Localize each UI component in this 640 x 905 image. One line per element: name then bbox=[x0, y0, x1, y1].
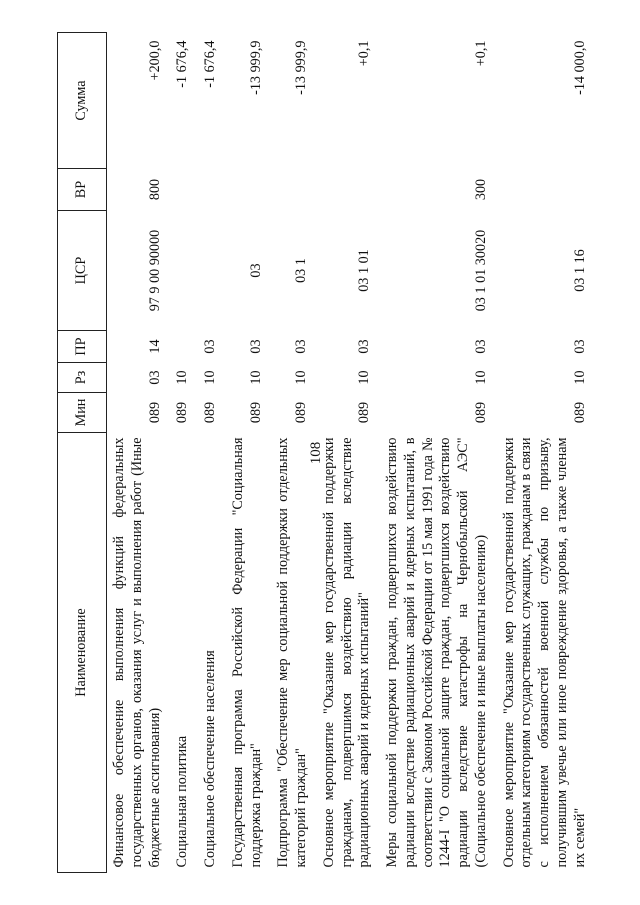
row-csr: 03 bbox=[247, 263, 264, 278]
row-sum: -1 676,4 bbox=[174, 40, 191, 88]
row-rz: 10 bbox=[571, 370, 588, 385]
table-row bbox=[170, 33, 198, 873]
table-row bbox=[107, 33, 171, 873]
row-pr bbox=[170, 331, 198, 363]
budget-table bbox=[57, 32, 595, 873]
row-pr: 03 bbox=[472, 339, 489, 354]
row-rz: 10 bbox=[174, 370, 191, 385]
row-vr bbox=[226, 169, 272, 211]
row-vr bbox=[271, 169, 317, 211]
row-sum: -1 676,4 bbox=[202, 40, 218, 88]
row-rz: 10 bbox=[356, 370, 373, 385]
row-pr: 03 bbox=[293, 339, 309, 354]
table-row bbox=[226, 33, 272, 873]
row-name: Основное мероприятие "Оказание мер государственной поддержки гражданам, подвергшимся воздействию радиации вследствие радиационных аварий и ядерных испытаний" bbox=[320, 437, 373, 868]
row-sum: -13 999,9 bbox=[247, 40, 264, 95]
row-vr: 800 bbox=[146, 178, 163, 201]
row-min: 089 bbox=[356, 401, 373, 424]
row-sum: +200,0 bbox=[146, 40, 163, 81]
header-vr: ВР bbox=[58, 169, 107, 211]
header-csr: ЦСР bbox=[58, 211, 107, 331]
row-vr: 300 bbox=[472, 178, 489, 201]
row-name: Финансовое обеспечение выполнения функций федеральных государственных органов, оказания услуг и выполнения работ (Иные бюджетные ассигнования) bbox=[111, 437, 163, 868]
row-min: 089 bbox=[146, 401, 163, 424]
row-sum: -14 000,0 bbox=[571, 40, 588, 95]
row-name: Меры социальной поддержки граждан, подвергшихся воздействию радиации вследствие радиационных аварий и ядерных испытаний, в соответствии с Законом Российской Федерации от 15 мая 1991 года № 1244-I "О социальной защите граждан, подвергшихся воздействию радиации вследствие катастрофы на Чернобыльской АЭС" (Социальное обеспечение и иные выплаты населению) bbox=[384, 437, 489, 868]
row-csr: 03 1 bbox=[293, 258, 309, 283]
table-row bbox=[497, 33, 596, 873]
row-csr: 97 9 00 90000 bbox=[146, 229, 163, 312]
row-name: Социальная политика bbox=[174, 735, 191, 868]
row-name: Подпрограмма "Обеспечение мер социальной поддержки отдельных категорий граждан" bbox=[275, 437, 309, 868]
header-name: Наименование bbox=[58, 433, 107, 873]
row-pr: 03 bbox=[356, 339, 373, 354]
row-pr: 14 bbox=[146, 339, 163, 354]
row-vr bbox=[317, 169, 380, 211]
row-vr bbox=[198, 169, 226, 211]
table-header-row bbox=[58, 33, 107, 873]
header-rz: Рз bbox=[58, 363, 107, 393]
row-vr bbox=[170, 169, 198, 211]
row-rz: 10 bbox=[472, 370, 489, 385]
row-sum: +0,1 bbox=[356, 40, 373, 67]
rotated-budget-table-page bbox=[57, 33, 587, 873]
row-vr bbox=[497, 169, 596, 211]
row-sum: +0,1 bbox=[472, 40, 489, 67]
row-min: 089 bbox=[174, 401, 191, 424]
row-rz: 10 bbox=[293, 370, 309, 385]
page-number: 108 bbox=[308, 441, 324, 465]
row-rz: 03 bbox=[146, 370, 163, 385]
row-min: 089 bbox=[571, 401, 588, 424]
row-csr: 03 1 01 30020 bbox=[472, 229, 489, 312]
row-min: 089 bbox=[202, 401, 218, 424]
table-row bbox=[317, 33, 380, 873]
header-min: Мин bbox=[58, 393, 107, 433]
row-rz: 10 bbox=[247, 370, 264, 385]
table-row bbox=[271, 33, 317, 873]
row-csr bbox=[198, 211, 226, 331]
row-pr: 03 bbox=[571, 339, 588, 354]
row-min: 089 bbox=[293, 401, 309, 424]
row-sum: -13 999,9 bbox=[293, 40, 309, 95]
table-row bbox=[380, 33, 497, 873]
row-pr: 03 bbox=[202, 339, 218, 354]
header-sum: Сумма bbox=[58, 33, 107, 169]
table-row bbox=[198, 33, 226, 873]
row-min: 089 bbox=[472, 401, 489, 424]
row-pr: 03 bbox=[247, 339, 264, 354]
row-csr: 03 1 01 bbox=[356, 249, 373, 292]
row-name: Социальное обеспечение населения bbox=[202, 650, 218, 868]
row-rz: 10 bbox=[202, 370, 218, 385]
row-min: 089 bbox=[247, 401, 264, 424]
row-csr: 03 1 16 bbox=[571, 249, 588, 292]
row-name: Основное мероприятие "Оказание мер государственной поддержки отдельным категориям государственных служащих, гражданам в связи с исполнением обязанностей военной службы по призыву, получившим увечье или иное повреждение здоровья, а также членам их семей" bbox=[500, 437, 588, 868]
row-name: Государственная программа Российской Федерации "Социальная поддержка граждан" bbox=[229, 437, 264, 868]
row-csr bbox=[170, 211, 198, 331]
header-pr: ПР bbox=[58, 331, 107, 363]
